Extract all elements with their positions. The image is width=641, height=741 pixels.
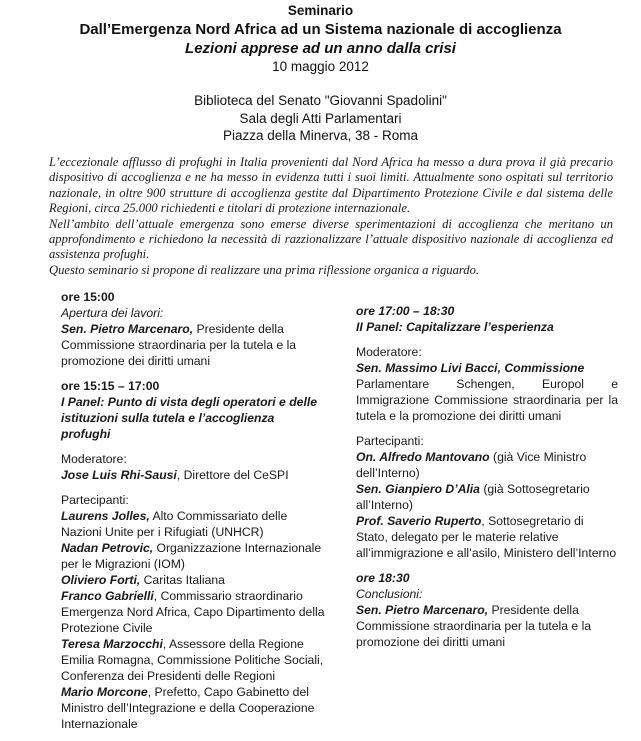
participant-role: , Commissario straordinario Emergenza Nord Africa, Capo Dipartimento della Protezione Civile bbox=[61, 589, 325, 635]
speaker bbox=[356, 602, 618, 650]
speaker bbox=[61, 321, 326, 369]
participant-role: , Sottosegretario di Stato, delegato per le materie relative all’immigrazione e all’asilo, Ministero dell’Interno bbox=[356, 514, 617, 560]
session-time: ore 15:00 bbox=[61, 290, 115, 304]
event-kicker: Seminario bbox=[287, 3, 354, 18]
panel-title: II Panel: Capitalizzare l’esperienza bbox=[356, 320, 554, 334]
venue-building: Biblioteca del Senato "Giovanni Spadolini" bbox=[194, 93, 447, 108]
participant bbox=[356, 513, 618, 561]
moderator-label: Moderatore: bbox=[356, 345, 422, 359]
participant bbox=[61, 588, 326, 636]
venue-address: Piazza della Minerva, 38 - Roma bbox=[222, 128, 419, 143]
panel-2-participants bbox=[356, 433, 618, 561]
participant-role: , Assessore della Regione Emilia Romagna, Commissione Politiche Sociali, Conferenza dei Presidenti delle Regioni bbox=[61, 637, 324, 683]
moderator-role: Parlamentare Schengen, Europol e Immigrazione Commissione straordinaria per la tutela e la promozione dei diritti umani bbox=[356, 377, 618, 423]
speaker-name: Sen. Pietro Marcenaro, bbox=[356, 603, 489, 617]
participant bbox=[61, 684, 326, 732]
participant bbox=[61, 572, 326, 588]
participants-label: Partecipanti: bbox=[356, 434, 424, 448]
program-right-column bbox=[356, 303, 618, 659]
session-label: Apertura dei lavori: bbox=[61, 306, 164, 320]
event-subtitle: Lezioni apprese ad un anno dalla crisi bbox=[185, 40, 456, 57]
participant-name: Oliviero Forti, bbox=[61, 573, 141, 587]
participants-label: Partecipanti: bbox=[61, 493, 129, 507]
participant bbox=[356, 481, 618, 513]
participant-name: Nadan Petrovic, bbox=[61, 541, 154, 555]
participant bbox=[61, 540, 326, 572]
panel-title: I Panel: Punto di vista degli operatori e delle istituzioni sulla tutela e l’accoglienza profughi bbox=[61, 395, 317, 441]
participant-role: Caritas Italiana bbox=[140, 573, 225, 587]
participant-name: Sen. Gianpiero D’Alia bbox=[356, 482, 480, 496]
participant bbox=[61, 636, 326, 684]
session-time: ore 17:00 – 18:30 bbox=[356, 304, 455, 318]
participant-name: Teresa Marzocchi bbox=[61, 637, 163, 651]
session-label: Conclusioni: bbox=[356, 587, 423, 601]
participant bbox=[356, 449, 618, 481]
moderator-label: Moderatore: bbox=[61, 452, 127, 466]
participant-name: Franco Gabrielli bbox=[61, 589, 154, 603]
participant-name: Prof. Saverio Ruperto bbox=[356, 514, 482, 528]
panel-2-moderator bbox=[356, 344, 618, 424]
participant bbox=[61, 508, 326, 540]
moderator-name: Sen. Massimo Livi Bacci, Commissione bbox=[356, 361, 585, 375]
session-opening bbox=[61, 289, 326, 369]
event-venue bbox=[0, 92, 641, 145]
intro-paragraph: Questo seminario si propone di realizzare una prima riflessione organica a riguardo. bbox=[49, 262, 480, 277]
participant-name: On. Alfredo Mantovano bbox=[356, 450, 490, 464]
session-time: ore 18:30 bbox=[356, 571, 410, 585]
participant-role: Organizzazione Internazionale per le Migrazioni (IOM) bbox=[61, 541, 322, 571]
program-left-column bbox=[61, 289, 326, 741]
speaker-name: Sen. Pietro Marcenaro, bbox=[61, 322, 194, 336]
participant-name: Laurens Jolles, bbox=[61, 509, 150, 523]
session-time: ore 15:15 – 17:00 bbox=[61, 379, 160, 393]
speaker-role: Presidente della Commissione straordinaria per la tutela e la promozione dei diritti umani bbox=[356, 603, 592, 649]
moderator bbox=[61, 467, 326, 483]
session-panel-1 bbox=[61, 378, 326, 442]
participant-role: (già Vice Ministro dell’Interno) bbox=[356, 450, 587, 480]
session-closing bbox=[356, 570, 618, 650]
panel-1-moderator bbox=[61, 451, 326, 483]
event-date: 10 maggio 2012 bbox=[272, 59, 369, 74]
moderator-name: Jose Luis Rhi-Sausi bbox=[61, 468, 177, 482]
document-header bbox=[0, 0, 641, 145]
participant-role: Alto Commissariato delle Nazioni Unite per i Rifugiati (UNHCR) bbox=[61, 509, 288, 539]
participant-name: Mario Morcone bbox=[61, 685, 148, 699]
participant-role: (già Sottosegretario all’Interno) bbox=[356, 482, 590, 512]
panel-1-participants bbox=[61, 492, 326, 732]
speaker-role: Presidente della Commissione straordinaria per la tutela e la promozione dei diritti umani bbox=[61, 322, 297, 368]
venue-room: Sala degli Atti Parlamentari bbox=[239, 110, 402, 126]
intro-text bbox=[49, 155, 613, 278]
intro-paragraph: L’eccezionale afflusso di profughi in Italia provenienti dal Nord Africa ha messo a dura prova il già precario dispositivo di accoglienza e ne ha messo in evidenza tutti i suoi limiti. Attualmente sono ospitati sul territorio nazionale, in oltre 900 strutture di accoglienza gestite dal Dipartimento Protezione Civile e dal sistema delle Regioni, circa 25.000 richiedenti e titolari di protezione internazionale. bbox=[49, 155, 613, 216]
session-panel-2 bbox=[356, 303, 618, 335]
event-title: Dall’Emergenza Nord Africa ad un Sistema nazionale di accoglienza bbox=[79, 21, 562, 38]
moderator-role: , Direttore del CeSPI bbox=[176, 468, 289, 482]
participant-role: , Prefetto, Capo Gabinetto del Ministro dell’Integrazione e della Cooperazione Internazionale bbox=[61, 685, 315, 731]
intro-paragraph: Nell’ambito dell’attuale emergenza sono emerse diverse sperimentazioni di accoglienza che meritano un approfondimento e richiedono la necessità di razzionalizzare l’attuale dispositivo nazionale di accoglienza ed assistenza profughi. bbox=[49, 216, 613, 262]
